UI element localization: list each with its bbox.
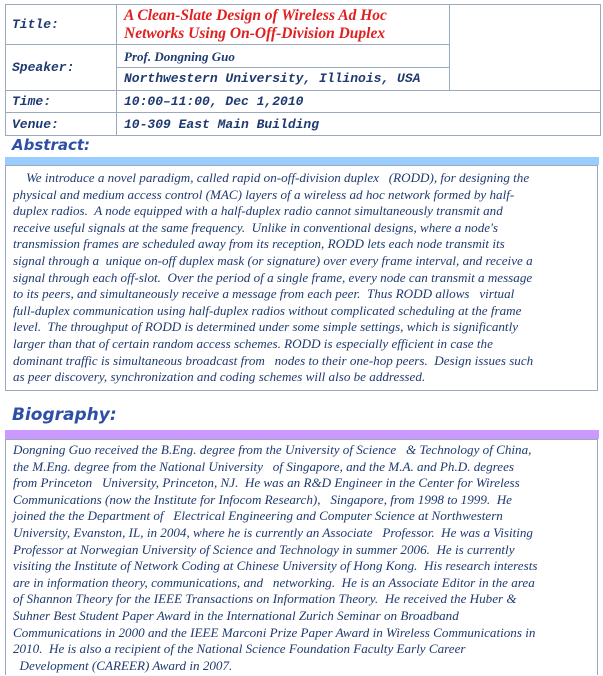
abstract-divider-bar (5, 157, 599, 165)
biography-line: Communications in 2000 and the IEEE Marconi Prize Paper Award in Wireless Communications in (13, 624, 536, 640)
abstract-box (5, 165, 598, 391)
biography-divider-bar (5, 430, 599, 439)
speaker-affiliation: Northwestern University, Illinois, USA (117, 67, 449, 90)
abstract-line: duplex radios. A node equipped with a half-duplex radio cannot simultaneously transmit and (13, 203, 503, 219)
speaker-name: Prof. Dongning Guo (124, 48, 235, 64)
biography-line: the M.Eng. degree from the National University of Singapore, and the M.A. and Ph.D. degrees (13, 458, 514, 474)
biography-line: Dongning Guo received the B.Eng. degree from the University of Science & Technology of China, (13, 442, 532, 457)
abstract-line: signal through each off-slot. Over the period of a single frame, every node can transmit a message (13, 269, 533, 285)
biography-line: from Princeton University, Princeton, NJ. He was an R&D Engineer in the Center for Wireless (13, 475, 520, 491)
biography-box (5, 439, 598, 675)
biography-line: Communications (now the Institute for Infocom Research), Singapore, from 1998 to 1999. He (13, 491, 512, 507)
title-label: Title: (6, 5, 117, 45)
time-label: Time: (6, 91, 117, 113)
biography-line: visiting the Institute of Network Coding at Chinese University of Hong Kong. His research interests (13, 558, 538, 574)
abstract-line: full-duplex communication using half-duplex radios without complicated scheduling at the frame (13, 302, 522, 318)
biography-line: 2010. He is also a recipient of the National Science Foundation Faculty Early Career (13, 641, 466, 657)
biography-line: Development (CAREER) Award in 2007. (13, 657, 233, 673)
abstract-line: transmission frames are scheduled away from its reception, RODD lets each node transmit its (13, 236, 505, 252)
seminar-info-table (5, 4, 601, 136)
biography-heading: Biography: (12, 405, 117, 425)
abstract-line: as peer discovery, synchronization and coding schemes will also be addressed. (13, 369, 426, 385)
abstract-line: receive useful signals at the same frequency. Unlike in conventional designs, where a node's (13, 219, 498, 235)
abstract-heading: Abstract: (12, 136, 91, 154)
abstract-line: signal through a unique on-off duplex mask (or signature) over every frame interval, and receive a (13, 252, 533, 268)
biography-line: Suhner Best Student Paper Award in the International Zurich Seminar on Broadband (13, 607, 459, 623)
abstract-line: larger than that of certain random access schemes. RODD is especially efficient in case the (13, 335, 493, 351)
venue-label: Venue: (6, 113, 117, 136)
biography-line: University, Evanston, IL, in 2004, where he is currently an Associate Professor. He was a Visiting (13, 524, 533, 540)
speaker-cell (117, 45, 450, 91)
talk-title-line-2: Networks Using On-Off-Division Duplex (124, 24, 386, 42)
abstract-line: physical and medium access control (MAC) layers of a wireless ad hoc network formed by half- (13, 186, 515, 202)
info-table-blank-cell (450, 5, 601, 91)
abstract-line: dominant traffic is simultaneous broadcast from nodes to their one-hop peers. Design issues such (13, 352, 534, 368)
biography-line: Professor at Norwegian University of Science and Technology in summer 2006. He is currently (13, 541, 515, 557)
abstract-line: We introduce a novel paradigm, called rapid on-off-division duplex (RODD), for designing the (13, 170, 530, 185)
venue-value: 10-309 East Main Building (117, 113, 601, 136)
abstract-line: to its peers, and simultaneously receive a message from each peer. Thus RODD allows virtual (13, 286, 515, 302)
abstract-line: level. The throughput of RODD is determined under some simple settings, which is significantly (13, 319, 519, 335)
biography-line: joined the the Department of Electrical Engineering and Computer Science at Northwestern (13, 508, 503, 524)
title-cell (117, 5, 450, 45)
talk-title-line-1: A Clean-Slate Design of Wireless Ad Hoc (124, 6, 387, 24)
biography-line: of Shannon Theory for the IEEE Transactions on Information Theory. He received the Huber & (13, 591, 517, 607)
biography-line: are in information theory, communications, and networking. He is an Associate Editor in the area (13, 574, 535, 590)
abstract-text (13, 170, 597, 386)
time-value: 10:00–11:00, Dec 1,2010 (117, 91, 601, 113)
biography-text (13, 442, 597, 674)
speaker-label: Speaker: (6, 45, 117, 91)
